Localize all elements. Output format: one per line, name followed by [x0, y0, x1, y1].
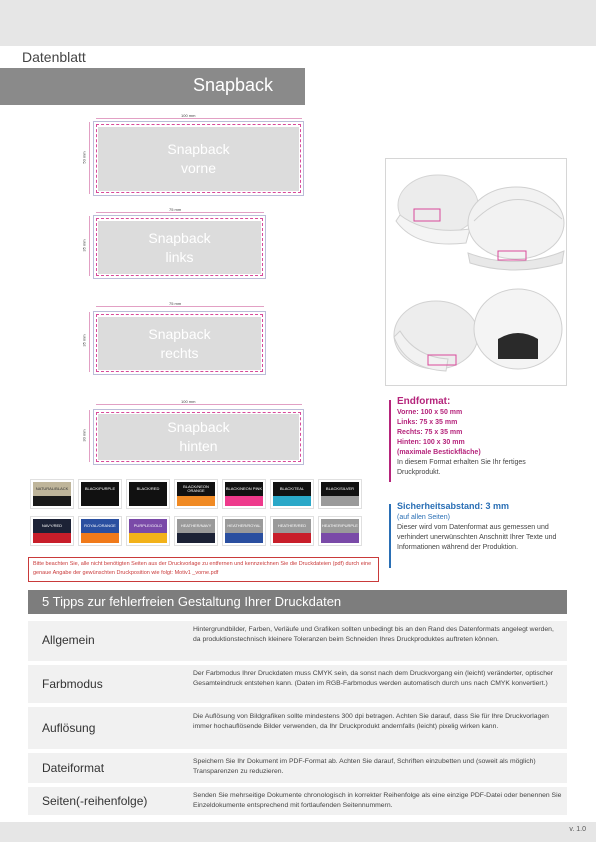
safety-heading: Sicherheitsabstand: 3 mm — [397, 501, 510, 511]
bottom-band — [0, 822, 596, 842]
swatch-accent — [129, 533, 167, 543]
height-label: 30 mm — [81, 429, 87, 442]
swatch-accent — [177, 533, 215, 543]
endformat-links: Links: 75 x 35 mm — [397, 419, 458, 426]
swatch-label: BLACK/TEAL — [273, 482, 311, 496]
cap-illustration — [386, 159, 566, 385]
tip-allgemein — [28, 621, 567, 661]
area-sublabel: links — [165, 248, 194, 265]
tip-label: Dateiformat — [42, 761, 105, 775]
color-swatch — [318, 479, 362, 509]
height-label: 35 mm — [81, 334, 87, 347]
tip-aufloesung — [28, 707, 567, 749]
endformat-note-max: (maximale Bestickfläche) — [397, 449, 481, 456]
swatch-label: BLACK/PURPLE — [81, 482, 119, 496]
height-label: 35 mm — [81, 239, 87, 252]
swatch-accent — [81, 496, 119, 506]
swatch-label: BLACK/RED — [129, 482, 167, 496]
color-swatch — [270, 516, 314, 546]
swatch-accent — [129, 496, 167, 506]
print-area-rechts — [98, 317, 261, 370]
version-label: v. 1.0 — [569, 826, 586, 833]
width-label: 75 mm — [169, 301, 182, 306]
print-area-links — [98, 221, 261, 274]
height-dimension-line — [89, 410, 90, 462]
swatch-accent — [321, 533, 359, 543]
width-label: 100 mm — [181, 113, 196, 118]
color-swatch — [78, 479, 122, 509]
color-swatch — [222, 516, 266, 546]
swatch-label: HEATHER/PURPLE — [321, 519, 359, 533]
tip-text: Hintergrundbilder, Farben, Verläufe und Grafiken sollten unbedingt bis an den Rand des Datenformats angelegt werden, da produktionstechnisch kleinere Toleranzen beim Schneiden Ihres Druckproduktes auftreten können. — [193, 626, 554, 643]
tip-label: Seiten(-reihenfolge) — [42, 794, 148, 808]
swatch-label: HEATHER/RED — [273, 519, 311, 533]
area-sublabel: hinten — [179, 438, 218, 454]
area-label: Snapback — [167, 141, 230, 157]
swatch-label: BLACK/NEON PINK — [225, 482, 263, 496]
tip-text: Der Farbmodus Ihrer Druckdaten muss CMYK sein, da sonst nach dem Druckvorgang ein (leicht) veränderter, optischer Gesamteindruck entstehen kann. (Daten im RGB-Farbmodus werden automatisch durch uns nach CMYK konvertiert.) — [193, 670, 554, 687]
tip-dateiformat — [28, 753, 567, 783]
area-label: Snapback — [148, 325, 211, 342]
color-swatch — [174, 479, 218, 509]
tip-farbmodus — [28, 665, 567, 703]
tip-text: Senden Sie mehrseitige Dokumente chronologisch in korrekter Reihenfolge als eine einzige PDF-Datei oder benennen Sie Einzeldokumente entsprechend mit fortlaufenden Seitennummern. — [193, 792, 562, 809]
endformat-rechts: Rechts: 75 x 35 mm — [397, 429, 463, 436]
swatch-label: BLACK/NEON ORANGE — [177, 482, 215, 496]
safety-block — [397, 500, 562, 553]
datenblatt-tab: Datenblatt — [14, 46, 120, 68]
color-swatch — [318, 516, 362, 546]
swatch-accent — [273, 496, 311, 506]
tip-text: Speichern Sie Ihr Dokument im PDF-Format ab. Achten Sie darauf, Schriften einzubetten und (soweit als möglich) Transparenzen zu reduzieren. — [193, 758, 536, 775]
tip-label: Farbmodus — [42, 677, 103, 691]
height-label: 50 mm — [81, 151, 87, 164]
top-band — [0, 0, 596, 46]
tip-text: Die Auflösung von Bildgrafiken sollte mindestens 300 dpi betragen. Achten Sie darauf, dass Sie für Ihre Druckvorlagen immer hochauflösende Bilder verwenden, da Ihr Druckprodukt andernfalls (leicht) pixelig wirken kann. — [193, 713, 549, 730]
endformat-note: In diesem Format erhalten Sie Ihr fertiges Druckprodukt. — [397, 459, 526, 476]
width-dimension-line — [96, 306, 264, 307]
width-label: 100 mm — [181, 399, 196, 404]
swatch-accent — [33, 533, 71, 543]
tip-label: Auflösung — [42, 721, 96, 735]
width-dimension-line — [96, 118, 302, 119]
print-area-hinten — [98, 414, 299, 460]
color-swatch — [30, 516, 74, 546]
swatch-accent — [225, 496, 263, 506]
swatch-label: HEATHER/NAVY — [177, 519, 215, 533]
print-area-vorne — [98, 127, 299, 191]
area-sublabel: vorne — [180, 160, 217, 176]
area-sublabel: rechts — [160, 344, 199, 361]
color-swatch — [174, 516, 218, 546]
swatch-label: NAVY/RED — [33, 519, 71, 533]
swatch-accent — [81, 533, 119, 543]
swatch-label: PURPLE/GOLD — [129, 519, 167, 533]
height-dimension-line — [89, 312, 90, 372]
page-title: Snapback — [192, 75, 273, 95]
color-swatch — [78, 516, 122, 546]
safety-accent-bar — [389, 504, 391, 568]
swatch-accent — [225, 533, 263, 543]
endformat-block — [397, 396, 562, 478]
width-dimension-line — [96, 212, 264, 213]
tips-heading: 5 Tipps zur fehlerfreien Gestaltung Ihrer Druckdaten — [28, 590, 567, 614]
swatch-accent — [33, 496, 71, 506]
endformat-hinten: Hinten: 100 x 30 mm — [397, 439, 465, 446]
color-swatch — [126, 516, 170, 546]
area-label: Snapback — [148, 229, 211, 246]
width-dimension-line — [96, 404, 302, 405]
height-dimension-line — [89, 216, 90, 276]
title-bar — [0, 68, 305, 105]
notice-box: Bitte beachten Sie, alle nicht benötigten Seiten aus der Druckvorlage zu entfernen und kennzeichnen Sie die Druckdateien (pdf) durch eine genaue Angabe der gewünschten Druckposition wie folgt: Motiv1 _vorne.pdf — [28, 557, 379, 582]
swatch-label: HEATHER/ROYAL — [225, 519, 263, 533]
endformat-vorne: Vorne: 100 x 50 mm — [397, 409, 463, 416]
height-dimension-line — [89, 122, 90, 194]
width-label: 75 mm — [169, 207, 182, 212]
color-swatch — [222, 479, 266, 509]
color-swatch — [30, 479, 74, 509]
safety-sub: (auf allen Seiten) — [397, 514, 450, 521]
color-swatch — [126, 479, 170, 509]
swatch-accent — [321, 496, 359, 506]
swatch-label: BLACK/SILVER — [321, 482, 359, 496]
swatch-label: ROYAL/ORANGE — [81, 519, 119, 533]
tip-label: Allgemein — [42, 633, 95, 647]
area-label: Snapback — [167, 419, 230, 435]
swatch-accent — [273, 533, 311, 543]
tip-seitenreihenfolge — [28, 787, 567, 815]
safety-note: Dieser wird vom Datenformat aus gemessen und verhindert unerwünschten Anschnitt Ihrer Texte und Informationen während der Produktion. — [397, 524, 557, 551]
endformat-accent-bar — [389, 400, 391, 482]
color-swatch — [270, 479, 314, 509]
swatch-accent — [177, 496, 215, 506]
product-photo — [385, 158, 567, 386]
endformat-heading: Endformat: — [397, 396, 451, 407]
swatch-label: NATURAL/BLACK — [33, 482, 71, 496]
